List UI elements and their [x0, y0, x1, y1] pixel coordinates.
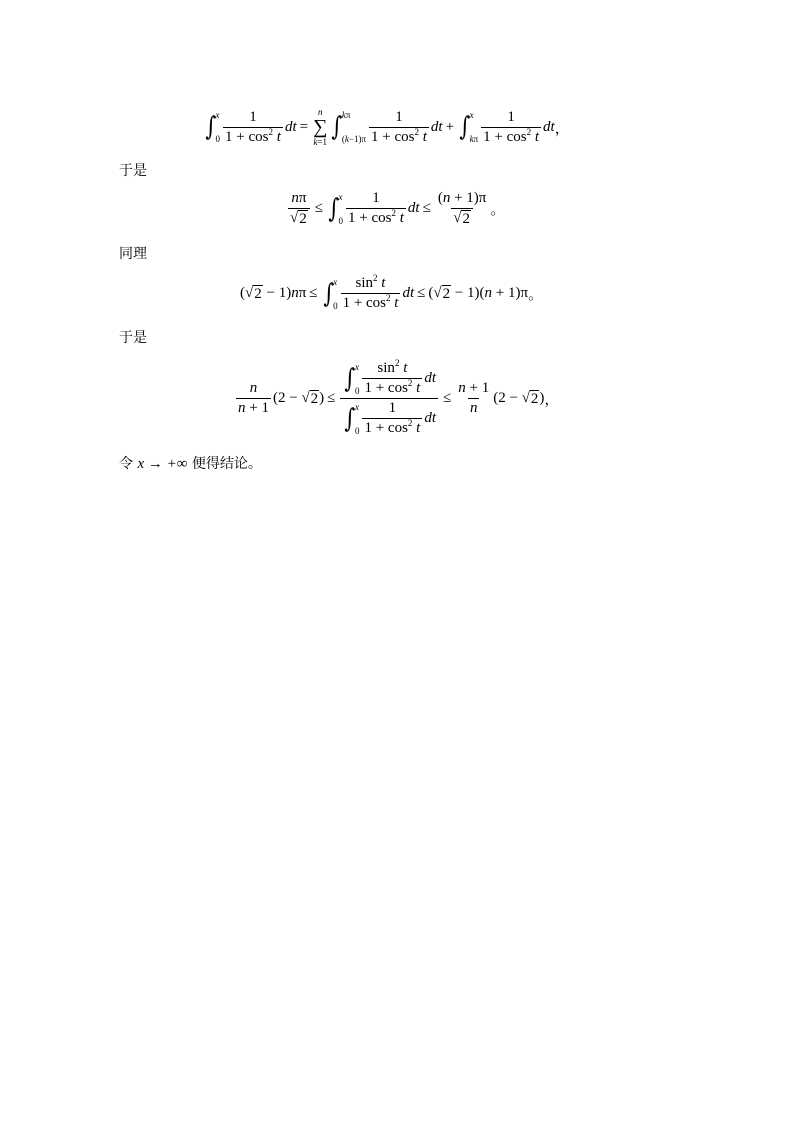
equation-2: nπ √ 2 ≤ ∫ x 0 $\frac{1}{1 + \cos^2 t}$ dt ≤ (n + 1)π √ 2 。: [290, 190, 506, 227]
fraction: $\frac{1}{1 + \cos^2 t}$: [483, 108, 540, 145]
fraction: $\frac{1}{1 + \cos^2 t}$: [348, 190, 404, 226]
equation-3: ( √ 2 − 1)nπ ≤ ∫ x 0 $\frac{\sin^2 t}{1 + \cos^2 t}$ dt ≤ ( √ 2 − 1)(n + 1)π 。: [240, 273, 544, 311]
fraction: $\frac{n}{n + 1}$: [238, 380, 269, 416]
conclusion-text: [119, 453, 262, 473]
fraction: (n + 1)π √ 2: [437, 190, 487, 227]
equation-1: ∫ x 0 $\frac{1}{1 + \cos^2 t}$ dt = n ∑ k=1 ∫ kπ (k−1)π $\frac{1}{1 + \cos^2 t}$ dt + ∫ x kπ $\frac{1}{1 + \cos^2 t}$ dt ，: [205, 107, 570, 147]
compound-fraction: ∫ x 0 $\frac{\sin^2 t}{1 + \cos^2 t}$ dt ∫ x 0 $\frac{1}{1 + \cos^2 t}$ dt: [340, 360, 438, 437]
fraction: $\frac{n + 1}{n}$: [458, 380, 490, 416]
fraction: $\frac{1}{1 + \cos^2 t}$: [225, 108, 281, 145]
conclusion-suffix: 便得结论。: [191, 456, 262, 472]
equation-punctuation: 。: [528, 287, 544, 303]
paragraph-text: 于是: [119, 163, 147, 179]
integral-sign: ∫ x kπ: [459, 110, 479, 144]
integral-sign: ∫ x 0: [205, 110, 221, 144]
equation-punctuation: 。: [490, 202, 506, 218]
conclusion-prefix: 令: [119, 456, 133, 472]
integral-sign: ∫ x 0: [322, 276, 338, 311]
fraction: $\frac{1}{1 + \cos^2 t}$: [371, 108, 427, 145]
integral-sign: ∫ kπ (k−1)π: [331, 110, 367, 144]
integral-sign: ∫ x 0: [328, 191, 344, 226]
equation-punctuation: ，: [544, 392, 560, 408]
paragraph-text: 同理: [119, 246, 147, 262]
paragraph-text: 于是: [119, 330, 147, 346]
equation-4: $\frac{n}{n + 1}$ (2 − √ 2 ) ≤ ∫ x 0 $\frac{\sin^2 t}{1 + \cos^2 t}$ dt ∫ x 0 $\frac{1}{1 + \cos^2 t}$ dt ≤ $\frac{n + 1}{n}$ (2 − √ 2 ) ，: [238, 358, 560, 436]
conclusion-math: x → +∞: [137, 456, 188, 472]
equation-punctuation: ，: [554, 120, 570, 137]
fraction: nπ √ 2: [288, 190, 310, 227]
fraction: $\frac{\sin^2 t}{1 + \cos^2 t}$: [342, 273, 399, 311]
summation-sign: n ∑ k=1: [313, 107, 328, 147]
